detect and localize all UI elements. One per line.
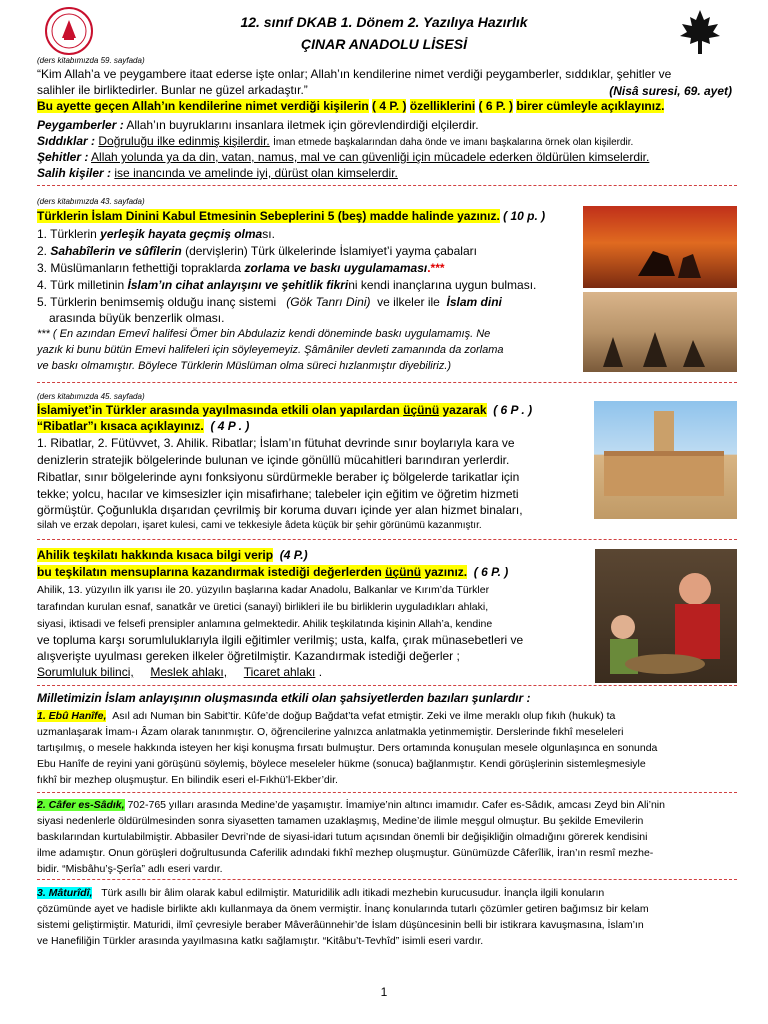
- reason-5-cont: arasında büyük benzerlik olması.: [49, 311, 225, 325]
- person-2-line-3: ilme adamıştır. Onun görüşleri doğrultusunda Caferilik adındaki fıkhî mezhep oluşmuştur. Günümüzde Câferîlik, İran’ın resmî mezhe-: [37, 847, 654, 859]
- divider: [37, 685, 737, 686]
- person-2-line-1: siyasi nedenlerle öldürülmesinden sonra siyasetten tamamen uzaklaşmış, Medine’de ilimle meşgul olmuştur. Bu şekilde Emevilerin: [37, 815, 644, 827]
- question-3-line-2: “Ribatlar”ı kısaca açıklayınız. ( 4 P . ): [37, 419, 250, 433]
- divider: [37, 382, 737, 383]
- question-1: Bu ayette geçen Allah’ın kendilerine nimet verdiği kişilerin ( 4 P. ) özelliklerini ( 6 P. ) birer cümleyle açıklayınız.: [37, 99, 665, 113]
- person-1-line-4: fıkhî bir mezhep oluşmuştur. En bilindik eseri el-Fıkhü’l-Ekber’dir.: [37, 774, 338, 786]
- divider: [37, 185, 737, 186]
- school-name: ÇINAR ANADOLU LİSESİ: [301, 36, 467, 52]
- ahilik-line-5: alışverişte uyulması gereken ilkeler öğretilmiştir. Kazandırmak istediği değerler ;: [37, 649, 460, 663]
- question-2: Türklerin İslam Dinini Kabul Etmesinin Sebeplerini 5 (beş) madde halinde yazınız. ( 10 p. ): [37, 209, 546, 223]
- answer-salih: Salih kişiler : ise inancında ve amelinde iyi, dürüst olan kimselerdir.: [37, 166, 398, 180]
- reason-1: 1. Türklerin yerleşik hayata geçmiş olması.: [37, 227, 275, 241]
- book-reference: (ders kitabımızda 43. sayfada): [37, 197, 145, 206]
- ribat-line-5: görmüştür. Çoğunlukla dışarıdan çevrilmiş bir koruma duvarı içinde yer alan hizmet binaları,: [37, 503, 523, 517]
- note-line-1: *** ( En azından Emevî halifesi Ömer bin Abdulaziz kendi döneminde baskı uygulamamış. Ne: [37, 328, 491, 340]
- book-reference: (ders kitabımızda 45. sayfada): [37, 392, 145, 401]
- reason-2: 2. Sahabîlerin ve sûfîlerin (dervişlerin) Türk ülkelerinde İslamiyet’i yayma çabaları: [37, 244, 477, 258]
- ahilik-line-4: ve topluma karşı sorumluluklarıyla ilgili eğitimler verilmiş; usta, kalfa, çırak münasebetleri ve: [37, 633, 524, 647]
- person-3-line-1: çözümünde ayet ve hadisle birlikte aklı kullanmaya da önem vermiştir. İnanç konularında tutarlı çözümler getiren bağımsız bir kelam: [37, 903, 649, 915]
- person-3-line-3: ve Hanefiliğin Türkler arasında yayılmasına katkı sağlamıştır. “Kitâbu’t-Tevhîd” isimli eseri vardır.: [37, 935, 484, 947]
- note-line-3: ve baskı olmamıştır. Böylece Türklerin Müslüman olma süreci hızlanmıştır diyebiliriz.): [37, 360, 452, 372]
- reason-3: 3. Müslümanların fethettiği topraklarda zorlama ve baskı uygulamaması.***: [37, 261, 445, 275]
- person-2-line-2: baskılarından kurtulabilmiştir. Abbasiler Devri’nde de siyasi-idari tutum açısından önemli bir değişikliğin olmadığını görerek kendisini: [37, 831, 648, 843]
- page-title: 12. sınıf DKAB 1. Dönem 2. Yazılıya Hazırlık: [240, 14, 528, 30]
- note-line-2: yazık ki bunu bütün Emevi halifeleri için söyleyemeyiz. Şâmâniler devleti zamanında da zorlama: [37, 344, 504, 356]
- horsemen-image: [583, 206, 737, 288]
- divider: [37, 792, 737, 793]
- ahilik-line-1: Ahilik, 13. yüzyılın ilk yarısı ile 20. yüzyılın başlarına kadar Anadolu, Balkanlar ve Kırım’da Türkler: [37, 584, 490, 596]
- ribat-line-1: 1. Ribatlar, 2. Fütüvvet, 3. Ahilik. Ribatlar; İslam’ın fütuhat devrinde sınır boylarıyla kara ve: [37, 436, 515, 450]
- answer-siddiklar: Sıddıklar : Doğruluğu ilke edinmiş kişilerdir. İman etmede başkalarından daha önde ve imanı başkalarına örnek olan kişilerdir.: [37, 134, 634, 148]
- person-3-line-2: sistemi geliştirmiştir. Maturidi, ilmî çevresiyle beraber Mâverâünnehir’de İslam düşüncesinin belli bir istikrara kavuşmasına, İslam’ın: [37, 919, 644, 931]
- question-3-line-1: İslamiyet’in Türkler arasında yayılmasında etkili olan yapılardan üçünü yazarak ( 6 P . ): [37, 403, 533, 417]
- person-1-line-2: tartışılmış, o mesele hakkında isteyen her kişi konuşma fırsatı bulmuştur. Ders ortamında konuşulan mesele olgunlaşınca en sonunda: [37, 742, 658, 754]
- ribat-line-6: silah ve erzak depoları, işaret kulesi, cami ve tekkesiyle âdeta küçük bir şehir görünümü kazanmıştır.: [37, 520, 482, 531]
- person-2-line-4: bidir. “Misbâhu’ş-Şerîa” adlı eseri vardır.: [37, 863, 223, 875]
- craftsman-image: [595, 549, 737, 683]
- answer-peygamberler: Peygamberler : Allah’ın buyruklarını insanlara iletmek için görevlendirdiği elçilerdir.: [37, 118, 479, 132]
- ribat-line-2: denizlerin stratejik bölgelerinde bulunan ve içinde gönüllü mücahitleri barındıran yerlerdir.: [37, 453, 510, 467]
- ahilik-values: Sorumluluk bilinci, Meslek ahlakı, Ticaret ahlakı .: [37, 665, 323, 679]
- ribat-fortress-image: [594, 401, 737, 519]
- section-5-heading: Milletimizin İslam anlayışının oluşmasında etkili olan şahsiyetlerden bazıları şunlardır :: [37, 691, 531, 705]
- person-1-line-3: Ebu Hanîfe de reyini yani görüşünü söylemiş, böylece meseleler hükme (sonuca) bağlanmıştır. Kendi görüşlerinin sistemleşmesiyle: [37, 758, 646, 770]
- reason-5: 5. Türklerin benimsemiş olduğu inanç sistemi (Gök Tanrı Dini) ve ilkeler ile İslam dini: [37, 295, 502, 309]
- reason-4: 4. Türk milletinin İslam’ın cihat anlayışını ve şehitlik fikrini kendi inançlarına uygun bulması.: [37, 278, 537, 292]
- question-4-line-2: bu teşkilatın mensuplarına kazandırmak istediği değerlerden üçünü yazınız. ( 6 P. ): [37, 565, 509, 579]
- ahilik-line-3: siyasi, iktisadi ve felsefi prensipler anlamına gelmektedir. Ahilik teşkilatında kişinin Allah’a, kendine: [37, 618, 493, 630]
- page-number: 1: [380, 985, 388, 999]
- quote-line-1: “Kim Allah’a ve peygambere itaat ederse işte onlar; Allah’ın kendilerine nimet verdiği peygamberler, sıddıklar, şehitler ve: [37, 67, 672, 81]
- ribat-line-3: Ribatlar, sınır bölgelerinde aynı fonksiyonu sürdürmekle beraber iç bölgelerde tarikatlar için: [37, 470, 520, 484]
- question-4-line-1: Ahilik teşkilatı hakkında kısaca bilgi verip (4 P.): [37, 548, 308, 562]
- ribat-line-4: tekke; yolcu, hacılar ve kimsesizler için misafirhane; talebeler için eğitim ve öğretim hizmeti: [37, 487, 519, 501]
- divider: [37, 539, 737, 540]
- book-reference: (ders kitabımızda 59. sayfada): [37, 56, 145, 65]
- person-1-line-0: 1. Ebû Hanîfe, Asıl adı Numan bin Sabit’tir. Kûfe’de doğup Bağdat’ta vefat etmiştir. Zeki ve ilme meraklı olup fıkıh (hukuk) ta: [37, 710, 616, 722]
- person-2-line-0: 2. Câfer es-Sâdık, 702-765 yılları arasında Medine’de yaşamıştır. İmamiye’nin altıncı imamıdır. Cafer es-Sâdık, amcası Zeyd bin Ali’nin: [37, 799, 665, 811]
- desert-riders-image: [583, 292, 737, 372]
- quote-line-2: salihler ile birliktedirler. Bunlar ne güzel arkadaştır.”: [37, 83, 308, 97]
- quote-source: (Nisâ suresi, 69. ayet): [609, 84, 732, 98]
- answer-sehitler: Şehitler : Allah yolunda ya da din, vatan, namus, mal ve can güvenliği için mücadele ederken öldürülen kimselerdir.: [37, 150, 650, 164]
- person-3-line-0: 3. Mâturîdî, Türk asıllı bir âlim olarak kabul edilmiştir. Maturidilik adlı itikadi mezhebin kurucusudur. İnançla ilgili konuların: [37, 887, 605, 899]
- divider: [37, 879, 737, 880]
- ahilik-line-2: tarafından kurulan esnaf, sanatkâr ve üretici (sanayi) birlikleri ile bu birliklerin uyguladıkları ahlaki,: [37, 601, 489, 613]
- person-1-line-1: uzmanlaşarak İmam-ı Âzam olarak tanınmıştır. O, öğrencilerine yalnızca anlatmakla yetinmemiştir. Derslerinde fıkhî meseleleri: [37, 726, 624, 738]
